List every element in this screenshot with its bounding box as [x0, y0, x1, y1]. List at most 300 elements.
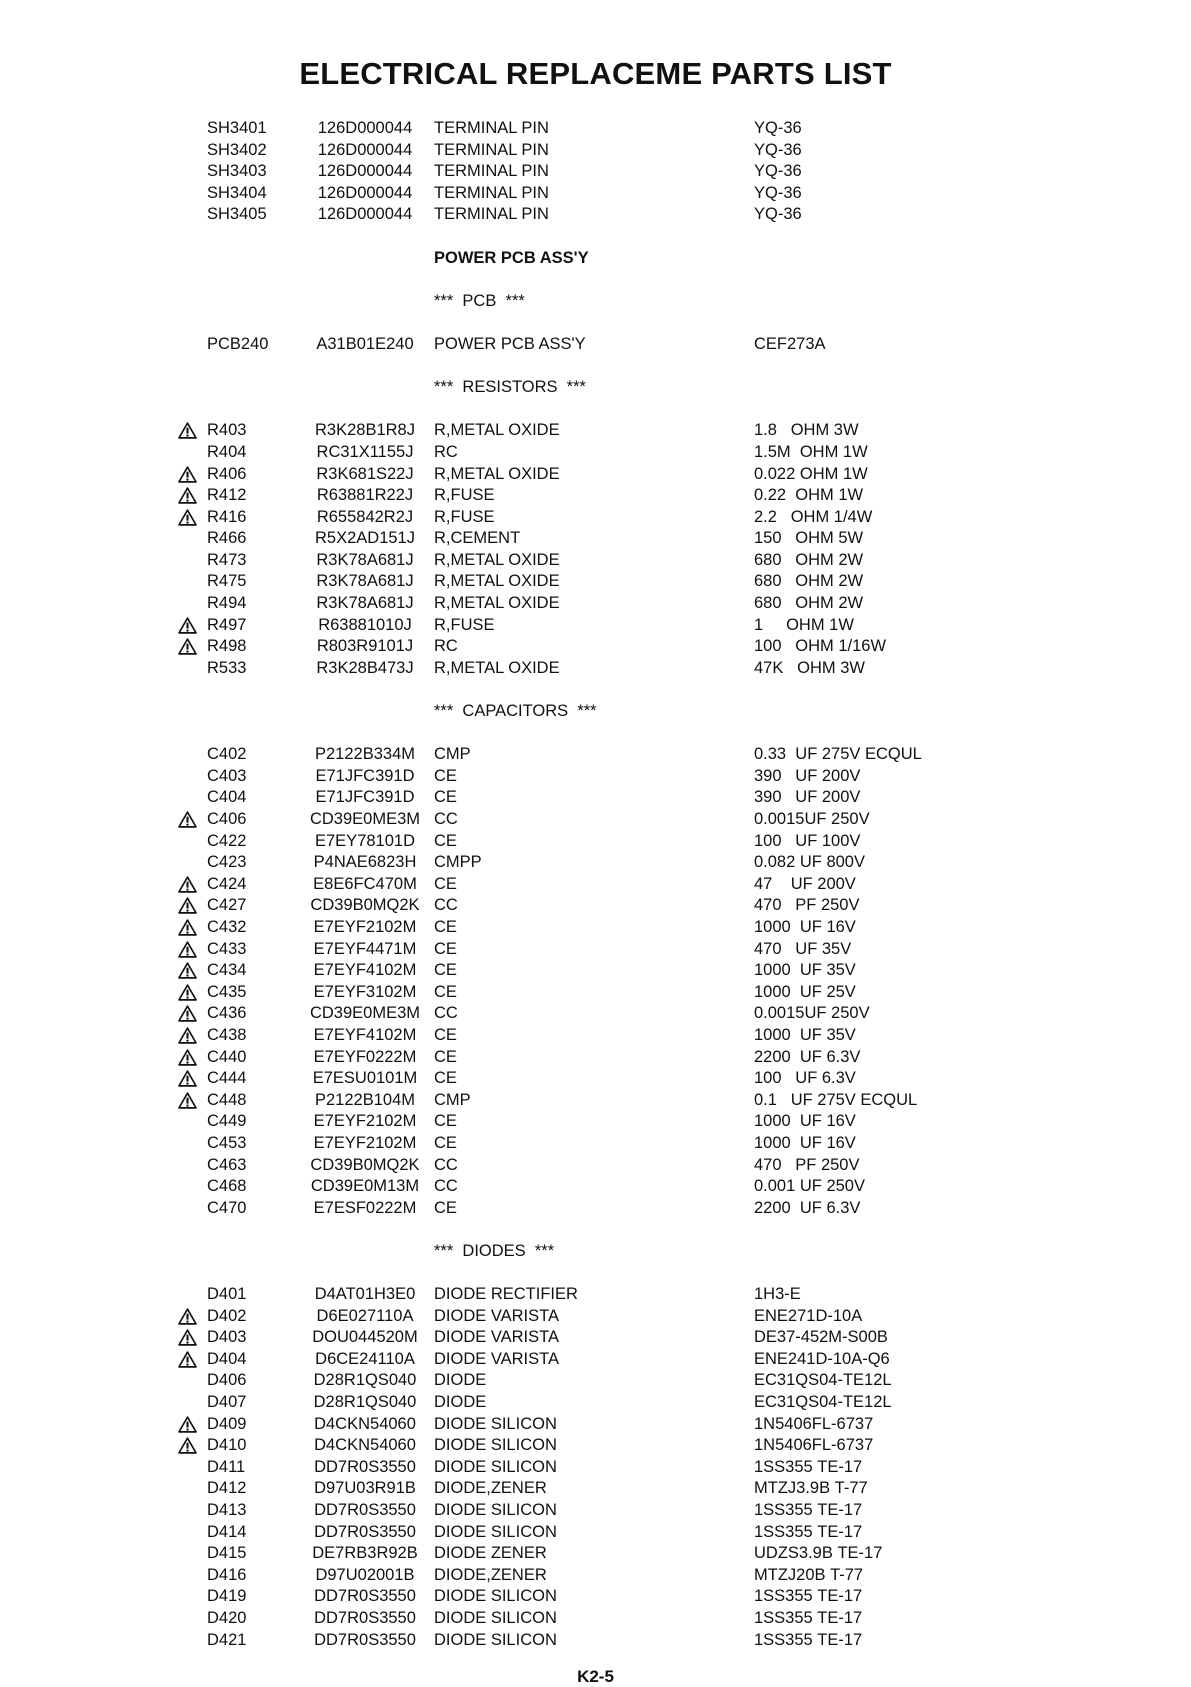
- parts-row: [0, 744, 1191, 766]
- safety-warning-icon: [178, 1005, 197, 1022]
- part-number: R5X2AD151J: [315, 529, 415, 548]
- specification: 47K OHM 3W: [754, 658, 865, 677]
- specification: 1000 UF 35V: [754, 961, 856, 980]
- description: CE: [434, 982, 457, 1001]
- parts-row: [0, 204, 1191, 226]
- section-row: [0, 377, 1191, 399]
- parts-row: [0, 442, 1191, 464]
- specification: 47 UF 200V: [754, 874, 856, 893]
- safety-warning-icon: [178, 1092, 197, 1109]
- specification: YQ-36: [754, 162, 802, 181]
- specification: DE37-452M-S00B: [754, 1328, 888, 1347]
- description: DIODE VARISTA: [434, 1328, 559, 1347]
- description: DIODE SILICON: [434, 1436, 557, 1455]
- ref-designator: C422: [207, 831, 247, 850]
- parts-row: [0, 1025, 1191, 1047]
- ref-designator: C433: [207, 939, 247, 958]
- part-number: R3K28B473J: [316, 658, 414, 677]
- description: DIODE SILICON: [434, 1522, 557, 1541]
- specification: EC31QS04-TE12L: [754, 1393, 892, 1412]
- description: CC: [434, 1004, 458, 1023]
- part-number: E7EYF4102M: [313, 961, 417, 980]
- description: R,METAL OXIDE: [434, 550, 560, 569]
- specification: EC31QS04-TE12L: [754, 1371, 892, 1390]
- specification: 1 OHM 1W: [754, 615, 854, 634]
- ref-designator: C444: [207, 1069, 247, 1088]
- spacer-row: [0, 399, 1191, 421]
- safety-warning-icon: [178, 984, 197, 1001]
- ref-designator: C424: [207, 874, 247, 893]
- spacer-row: [0, 356, 1191, 378]
- part-number: E7ESF0222M: [313, 1198, 417, 1217]
- ref-designator: SH3402: [207, 140, 267, 159]
- ref-designator: D416: [207, 1565, 247, 1584]
- parts-row: [0, 1435, 1191, 1457]
- ref-designator: D419: [207, 1587, 247, 1606]
- category-heading: *** PCB ***: [434, 291, 525, 310]
- parts-row: [0, 420, 1191, 442]
- description: R,FUSE: [434, 507, 495, 526]
- parts-row: [0, 593, 1191, 615]
- ref-designator: D413: [207, 1501, 247, 1519]
- part-number: RC31X1155J: [316, 442, 414, 461]
- parts-row: [0, 334, 1191, 356]
- parts-row: [0, 1176, 1191, 1198]
- ref-designator: C427: [207, 896, 247, 915]
- parts-row: [0, 528, 1191, 550]
- page-number: K2-5: [577, 1667, 614, 1686]
- part-number: D6CE24110A: [315, 1349, 415, 1368]
- description: DIODE: [434, 1393, 487, 1412]
- page-title: ELECTRICAL REPLACEME PARTS LIST: [299, 56, 892, 91]
- part-number: E8E6FC470M: [313, 874, 417, 893]
- ref-designator: R498: [207, 637, 247, 656]
- ref-designator: D402: [207, 1306, 247, 1325]
- ref-designator: R404: [207, 442, 247, 461]
- parts-row: [0, 1284, 1191, 1306]
- specification: 0.22 OHM 1W: [754, 486, 864, 505]
- ref-designator: D406: [207, 1371, 247, 1390]
- part-number: E71JFC391D: [315, 766, 415, 785]
- parts-row: [0, 550, 1191, 572]
- ref-designator: C404: [207, 788, 247, 807]
- description: CE: [434, 788, 457, 807]
- part-number: R63881R22J: [316, 486, 414, 505]
- safety-warning-icon: [178, 811, 197, 828]
- parts-row: [0, 1133, 1191, 1155]
- part-number: D28R1QS040: [313, 1371, 417, 1390]
- specification: 1SS355 TE-17: [754, 1522, 863, 1541]
- part-number: E7EY78101D: [315, 831, 415, 850]
- parts-row: [0, 1565, 1191, 1587]
- part-number: D97U02001B: [315, 1565, 415, 1584]
- safety-warning-icon: [178, 1308, 197, 1325]
- specification: UDZS3.9B TE-17: [754, 1544, 883, 1563]
- ref-designator: D407: [207, 1393, 247, 1412]
- description: R,METAL OXIDE: [434, 464, 560, 483]
- ref-designator: D409: [207, 1414, 247, 1433]
- part-number: R3K28B1R8J: [315, 421, 415, 440]
- ref-designator: D410: [207, 1436, 247, 1455]
- section-row: [0, 248, 1191, 270]
- parts-row: [0, 507, 1191, 529]
- specification: ENE241D-10A-Q6: [754, 1349, 890, 1368]
- parts-row: [0, 809, 1191, 831]
- ref-designator: C463: [207, 1155, 247, 1174]
- description: TERMINAL PIN: [434, 205, 549, 224]
- section-title: POWER PCB ASS'Y: [434, 248, 589, 267]
- specification: YQ-36: [754, 183, 802, 202]
- ref-designator: C436: [207, 1004, 247, 1023]
- specification: 1SS355 TE-17: [754, 1501, 863, 1519]
- part-number: D97U03R91B: [314, 1479, 416, 1498]
- parts-row: [0, 1500, 1191, 1522]
- specification: 470 PF 250V: [754, 896, 860, 915]
- ref-designator: C423: [207, 853, 247, 872]
- parts-row: [0, 852, 1191, 874]
- parts-row: [0, 1414, 1191, 1436]
- specification: 100 OHM 1/16W: [754, 637, 887, 656]
- description: DIODE: [434, 1371, 487, 1390]
- description: R,METAL OXIDE: [434, 594, 560, 613]
- description: CMP: [434, 1090, 471, 1109]
- part-number: R655842R2J: [316, 507, 414, 526]
- ref-designator: C449: [207, 1112, 247, 1131]
- part-number: D6E027110A: [316, 1306, 414, 1325]
- safety-warning-icon: [178, 1027, 197, 1044]
- parts-row: [0, 1543, 1191, 1565]
- safety-warning-icon: [178, 1416, 197, 1433]
- safety-warning-icon: [178, 962, 197, 979]
- description: POWER PCB ASS'Y: [434, 334, 586, 353]
- description: CE: [434, 1069, 457, 1088]
- part-number: R3K78A681J: [316, 572, 414, 591]
- part-number: D4CKN54060: [314, 1436, 416, 1455]
- ref-designator: C403: [207, 766, 247, 785]
- specification: 1SS355 TE-17: [754, 1630, 863, 1649]
- specification: 0.082 UF 800V: [754, 853, 865, 872]
- parts-row: [0, 183, 1191, 205]
- specification: 680 OHM 2W: [754, 594, 864, 613]
- part-number: R63881010J: [318, 615, 412, 634]
- ref-designator: SH3405: [207, 205, 267, 224]
- part-number: D28R1QS040: [313, 1393, 417, 1412]
- description: DIODE SILICON: [434, 1457, 557, 1476]
- ref-designator: D420: [207, 1608, 247, 1627]
- safety-warning-icon: [178, 919, 197, 936]
- ref-designator: R494: [207, 594, 247, 613]
- specification: 1.5M OHM 1W: [754, 442, 868, 461]
- part-number: D4CKN54060: [314, 1414, 416, 1433]
- specification: CEF273A: [754, 334, 826, 353]
- description: R,FUSE: [434, 615, 495, 634]
- ref-designator: C468: [207, 1177, 247, 1196]
- specification: 1000 UF 16V: [754, 1133, 856, 1152]
- description: DIODE SILICON: [434, 1587, 557, 1606]
- parts-row: [0, 939, 1191, 961]
- specification: 0.022 OHM 1W: [754, 464, 868, 483]
- description: CE: [434, 1047, 457, 1066]
- description: DIODE SILICON: [434, 1630, 557, 1649]
- ref-designator: R473: [207, 550, 247, 569]
- ref-designator: R533: [207, 658, 247, 677]
- safety-warning-icon: [178, 638, 197, 655]
- description: CE: [434, 831, 457, 850]
- spacer-row: [0, 1219, 1191, 1241]
- ref-designator: C440: [207, 1047, 247, 1066]
- description: RC: [434, 637, 458, 656]
- description: DIODE SILICON: [434, 1501, 557, 1519]
- part-number: R3K78A681J: [316, 550, 414, 569]
- description: TERMINAL PIN: [434, 162, 549, 181]
- description: CE: [434, 1025, 457, 1044]
- specification: 1SS355 TE-17: [754, 1608, 863, 1627]
- specification: 1000 UF 35V: [754, 1025, 856, 1044]
- ref-designator: D403: [207, 1328, 247, 1347]
- specification: 1SS355 TE-17: [754, 1587, 863, 1606]
- specification: 390 UF 200V: [754, 766, 861, 785]
- ref-designator: C432: [207, 917, 247, 936]
- ref-designator: D401: [207, 1285, 247, 1304]
- specification: 390 UF 200V: [754, 788, 861, 807]
- parts-row: [0, 464, 1191, 486]
- part-number: A31B01E240: [316, 334, 414, 353]
- specification: 2200 UF 6.3V: [754, 1047, 861, 1066]
- description: R,METAL OXIDE: [434, 658, 560, 677]
- ref-designator: SH3404: [207, 183, 267, 202]
- section-row: [0, 701, 1191, 723]
- ref-designator: R412: [207, 486, 247, 505]
- safety-warning-icon: [178, 617, 197, 634]
- description: R,METAL OXIDE: [434, 572, 560, 591]
- part-number: 126D000044: [317, 119, 413, 137]
- specification: 100 UF 6.3V: [754, 1069, 856, 1088]
- spacer-row: [0, 679, 1191, 701]
- part-number: P4NAE6823H: [313, 853, 417, 872]
- parts-row: [0, 615, 1191, 637]
- specification: 0.1 UF 275V ECQUL: [754, 1090, 918, 1109]
- parts-row: [0, 1111, 1191, 1133]
- description: CE: [434, 961, 457, 980]
- ref-designator: D404: [207, 1349, 247, 1368]
- part-number: CD39E0M13M: [310, 1177, 420, 1196]
- part-number: DOU044520M: [312, 1328, 418, 1347]
- parts-row: [0, 1047, 1191, 1069]
- parts-row: [0, 831, 1191, 853]
- description: CC: [434, 1177, 458, 1196]
- parts-row: [0, 1306, 1191, 1328]
- specification: 2200 UF 6.3V: [754, 1198, 861, 1217]
- ref-designator: R403: [207, 421, 247, 440]
- category-heading: *** RESISTORS ***: [434, 378, 586, 397]
- safety-warning-icon: [178, 509, 197, 526]
- ref-designator: D412: [207, 1479, 247, 1498]
- specification: 1000 UF 16V: [754, 1112, 856, 1131]
- description: CE: [434, 939, 457, 958]
- ref-designator: C438: [207, 1025, 247, 1044]
- ref-designator: SH3401: [207, 119, 267, 137]
- parts-row: [0, 118, 1191, 140]
- category-heading: *** DIODES ***: [434, 1241, 555, 1260]
- specification: 1000 UF 25V: [754, 982, 856, 1001]
- safety-warning-icon: [178, 1437, 197, 1454]
- specification: YQ-36: [754, 140, 802, 159]
- parts-row: [0, 1068, 1191, 1090]
- parts-row: [0, 1392, 1191, 1414]
- safety-warning-icon: [178, 876, 197, 893]
- specification: 1SS355 TE-17: [754, 1457, 863, 1476]
- specification: 470 PF 250V: [754, 1155, 860, 1174]
- part-number: DD7R0S3550: [314, 1630, 416, 1649]
- parts-row: [0, 636, 1191, 658]
- parts-row: [0, 1155, 1191, 1177]
- part-number: DD7R0S3550: [314, 1587, 416, 1606]
- description: CC: [434, 1155, 458, 1174]
- ref-designator: D421: [207, 1630, 247, 1649]
- parts-row: [0, 1370, 1191, 1392]
- description: CE: [434, 874, 457, 893]
- spacer-row: [0, 269, 1191, 291]
- description: TERMINAL PIN: [434, 183, 549, 202]
- parts-row: [0, 982, 1191, 1004]
- parts-row: [0, 571, 1191, 593]
- spacer-row: [0, 226, 1191, 248]
- description: R,METAL OXIDE: [434, 421, 560, 440]
- specification: YQ-36: [754, 119, 802, 137]
- part-number: E7EYF0222M: [313, 1047, 417, 1066]
- part-number: DE7RB3R92B: [312, 1544, 418, 1563]
- parts-row: [0, 161, 1191, 183]
- part-number: E7EYF4102M: [313, 1025, 417, 1044]
- ref-designator: R466: [207, 529, 247, 548]
- part-number: CD39B0MQ2K: [310, 896, 420, 915]
- ref-designator: C402: [207, 745, 247, 764]
- specification: 1N5406FL-6737: [754, 1414, 874, 1433]
- specification: 0.33 UF 275V ECQUL: [754, 745, 922, 764]
- part-number: 126D000044: [317, 162, 413, 181]
- category-heading: *** CAPACITORS ***: [434, 702, 597, 721]
- parts-row: [0, 1522, 1191, 1544]
- parts-row: [0, 960, 1191, 982]
- safety-warning-icon: [178, 941, 197, 958]
- ref-designator: D415: [207, 1544, 247, 1563]
- specification: MTZJ3.9B T-77: [754, 1479, 868, 1498]
- part-number: DD7R0S3550: [314, 1457, 416, 1476]
- safety-warning-icon: [178, 1329, 197, 1346]
- specification: 680 OHM 2W: [754, 550, 864, 569]
- description: R,CEMENT: [434, 529, 521, 548]
- part-number: D4AT01H3E0: [314, 1285, 416, 1304]
- parts-row: [0, 895, 1191, 917]
- specification: YQ-36: [754, 205, 802, 224]
- parts-row: [0, 1349, 1191, 1371]
- ref-designator: C406: [207, 810, 247, 828]
- part-number: R3K681S22J: [316, 464, 414, 483]
- parts-row: [0, 140, 1191, 162]
- ref-designator: R406: [207, 464, 247, 483]
- part-number: 126D000044: [317, 183, 413, 202]
- part-number: DD7R0S3550: [314, 1522, 416, 1541]
- description: CE: [434, 766, 457, 785]
- parts-row: [0, 766, 1191, 788]
- part-number: CD39B0MQ2K: [310, 1155, 420, 1174]
- description: DIODE SILICON: [434, 1608, 557, 1627]
- description: CE: [434, 1198, 457, 1217]
- description: DIODE ZENER: [434, 1544, 547, 1563]
- description: RC: [434, 442, 458, 461]
- part-number: 126D000044: [317, 205, 413, 224]
- parts-row: [0, 1586, 1191, 1608]
- parts-list: [0, 118, 1191, 1651]
- part-number: E7ESU0101M: [312, 1069, 418, 1088]
- ref-designator: D411: [207, 1457, 246, 1476]
- specification: 1.8 OHM 3W: [754, 421, 859, 440]
- safety-warning-icon: [178, 422, 197, 439]
- parts-row: [0, 1630, 1191, 1652]
- section-row: [0, 291, 1191, 313]
- safety-warning-icon: [178, 1351, 197, 1368]
- ref-designator: C448: [207, 1090, 247, 1109]
- spacer-row: [0, 312, 1191, 334]
- safety-warning-icon: [178, 897, 197, 914]
- safety-warning-icon: [178, 1070, 197, 1087]
- specification: 0.0015UF 250V: [754, 1004, 870, 1023]
- description: DIODE VARISTA: [434, 1306, 559, 1325]
- specification: 1N5406FL-6737: [754, 1436, 874, 1455]
- specification: 0.0015UF 250V: [754, 810, 870, 828]
- safety-warning-icon: [178, 1049, 197, 1066]
- parts-row: [0, 917, 1191, 939]
- safety-warning-icon: [178, 466, 197, 483]
- parts-row: [0, 874, 1191, 896]
- part-number: CD39E0ME3M: [309, 810, 421, 828]
- part-number: P2122B334M: [315, 745, 415, 764]
- part-number: E7EYF2102M: [313, 1112, 417, 1131]
- specification: ENE271D-10A: [754, 1306, 863, 1325]
- part-number: R803R9101J: [316, 637, 414, 656]
- ref-designator: R416: [207, 507, 247, 526]
- description: DIODE,ZENER: [434, 1479, 547, 1498]
- parts-row: [0, 485, 1191, 507]
- specification: 0.001 UF 250V: [754, 1177, 865, 1196]
- ref-designator: SH3403: [207, 162, 267, 181]
- part-number: R3K78A681J: [316, 594, 414, 613]
- description: CC: [434, 896, 458, 915]
- part-number: E7EYF2102M: [313, 917, 417, 936]
- description: DIODE VARISTA: [434, 1349, 559, 1368]
- part-number: P2122B104M: [315, 1090, 415, 1109]
- part-number: DD7R0S3550: [314, 1501, 416, 1519]
- part-number: E7EYF2102M: [313, 1133, 417, 1152]
- parts-row: [0, 1003, 1191, 1025]
- part-number: DD7R0S3550: [314, 1608, 416, 1627]
- description: DIODE RECTIFIER: [434, 1285, 578, 1304]
- part-number: E7EYF4471M: [313, 939, 417, 958]
- part-number: E7EYF3102M: [313, 982, 417, 1001]
- ref-designator: C434: [207, 961, 247, 980]
- specification: 1H3-E: [754, 1285, 801, 1304]
- spacer-row: [0, 723, 1191, 745]
- parts-row: [0, 1608, 1191, 1630]
- specification: 150 OHM 5W: [754, 529, 864, 548]
- parts-row: [0, 1090, 1191, 1112]
- section-row: [0, 1241, 1191, 1263]
- part-number: 126D000044: [317, 140, 413, 159]
- parts-row: [0, 787, 1191, 809]
- specification: 1000 UF 16V: [754, 917, 856, 936]
- description: DIODE SILICON: [434, 1414, 557, 1433]
- ref-designator: PCB240: [207, 334, 269, 353]
